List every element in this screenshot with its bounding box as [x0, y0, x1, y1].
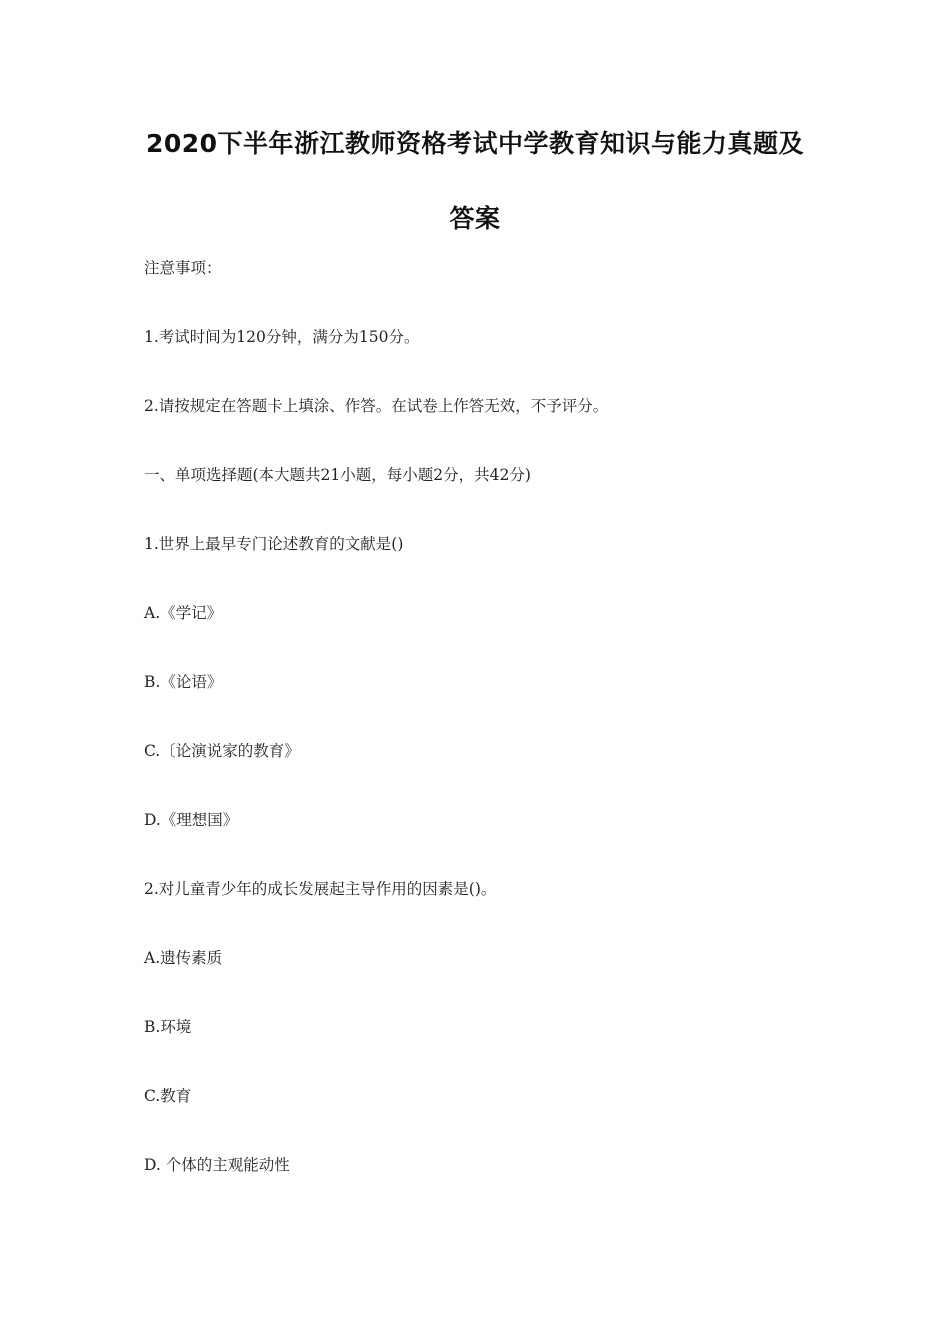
- notice-item-2: 2.请按规定在答题卡上填涂、作答。在试卷上作答无效，不予评分。: [144, 397, 609, 415]
- question-2-option-b: B.环境: [144, 1018, 192, 1036]
- notice-heading: 注意事项：: [144, 259, 222, 277]
- question-1-option-a: A.《学记》: [144, 604, 223, 622]
- notice-item-1: 1.考试时间为120分钟，满分为150分。: [144, 328, 420, 346]
- section-heading: 一、单项选择题(本大题共21小题，每小题2分，共42分): [144, 466, 531, 484]
- question-1-option-c: C.〔论演说家的教育》: [144, 742, 300, 760]
- question-1-option-d: D.《理想国》: [144, 811, 239, 829]
- question-2-option-d: D. 个体的主观能动性: [144, 1156, 290, 1174]
- question-2: 2.对儿童青少年的成长发展起主导作用的因素是()。: [144, 880, 497, 898]
- question-1-option-b: B.《论语》: [144, 673, 223, 691]
- question-2-option-c: C.教育: [144, 1087, 192, 1105]
- document-title-line-2: 答案: [449, 204, 501, 233]
- question-1: 1.世界上最早专门论述教育的文献是(): [144, 535, 404, 553]
- question-2-option-a: A.遗传素质: [144, 949, 223, 967]
- document-title-line-1: 2020下半年浙江教师资格考试中学教育知识与能力真题及: [145, 129, 805, 158]
